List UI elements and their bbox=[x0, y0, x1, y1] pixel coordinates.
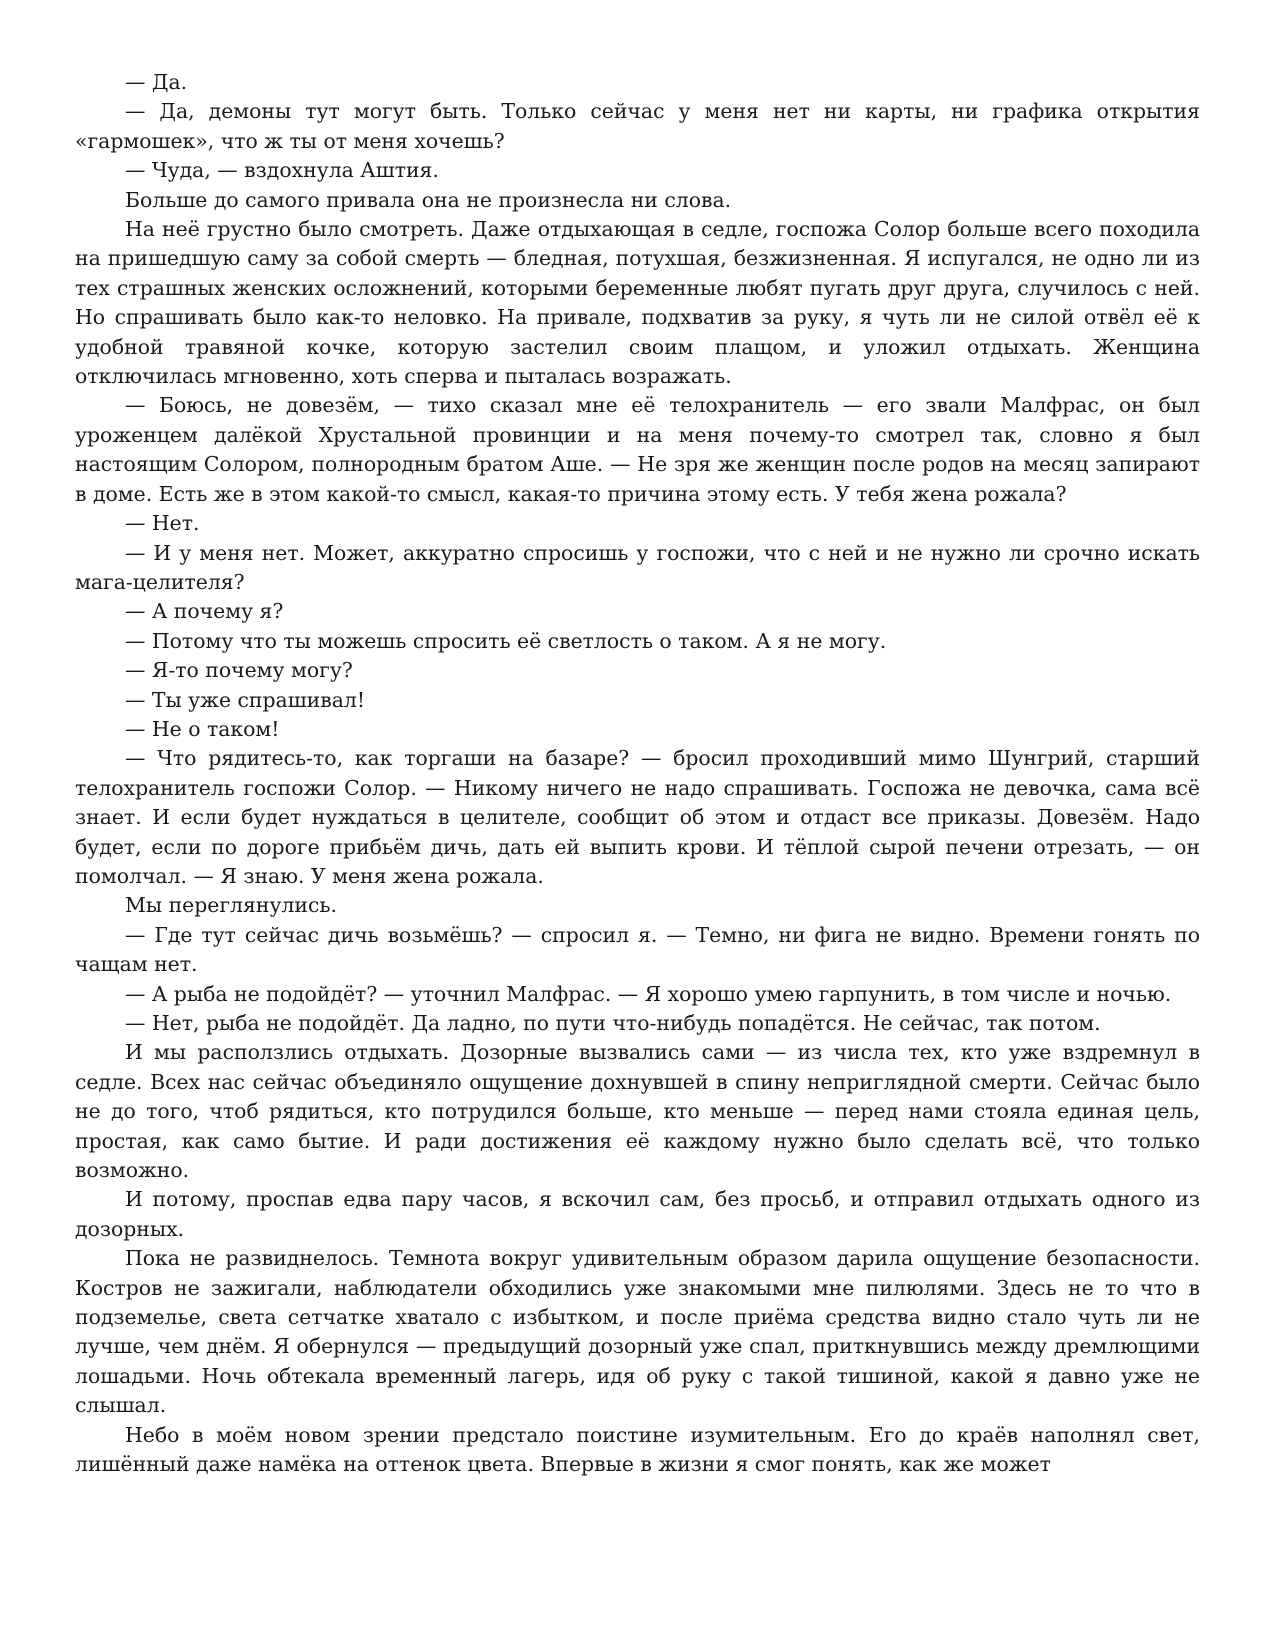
paragraph: — Боюсь, не довезём, — тихо сказал мне её телохранитель — его звали Малфрас, он был уроженцем далёкой Хрустальной провинции и на меня почему-то смотрел так, словно я был настоящим Солором, полнородным братом Аше. — Не зря же женщин после родов на месяц запирают в доме. Есть же в этом какой-то смысл, какая-то причина этому есть. У тебя жена рожала? bbox=[75, 393, 1200, 506]
paragraph: — А почему я? bbox=[125, 599, 284, 624]
document-page bbox=[75, 68, 1200, 1480]
paragraph: Больше до самого привала она не произнесла ни слова. bbox=[125, 187, 732, 212]
paragraph: — Нет. bbox=[125, 511, 200, 536]
paragraph: — Не о таком! bbox=[125, 716, 280, 741]
paragraph: Мы переглянулись. bbox=[125, 893, 338, 918]
paragraph: На неё грустно было смотреть. Даже отдыхающая в седле, госпожа Солор больше всего походила на пришедшую саму за собой смерть — бледная, потухшая, безжизненная. Я испугался, не одно ли из тех страшных женских осложнений, которыми беременные любят пугать друг друга, случилось с ней. Но спрашивать было как-то неловко. На привале, подхватив за руку, я чуть ли не силой отвёл её к удобной травяной кочке, которую застелил своим плащом, и уложил отдыхать. Женщина отключилась мгновенно, хоть сперва и пыталась возражать. bbox=[75, 217, 1200, 389]
paragraph: — Где тут сейчас дичь возьмёшь? — спросил я. — Темно, ни фига не видно. Времени гонять по чащам нет. bbox=[75, 922, 1200, 977]
paragraph: — Что рядитесь-то, как торгаши на базаре? — бросил проходивший мимо Шунгрий, старший телохранитель госпожи Солор. — Никому ничего не надо спрашивать. Госпожа не девочка, сама всё знает. И если будет нуждаться в целителе, сообщит об этом и отдаст все приказы. Довезём. Надо будет, если по дороге прибьём дичь, дать ей выпить крови. И тёплой сырой печени отрезать, — он помолчал. — Я знаю. У меня жена рожала. bbox=[75, 746, 1200, 888]
paragraph: — Ты уже спрашивал! bbox=[125, 687, 366, 712]
paragraph: — Потому что ты можешь спросить её светлость о таком. А я не могу. bbox=[125, 628, 887, 653]
paragraph: И мы расползлись отдыхать. Дозорные вызвались сами — из числа тех, кто уже вздремнул в седле. Всех нас сейчас объединяло ощущение дохнувшей в спину неприглядной смерти. Сейчас было не до того, чтоб рядиться, кто потрудился больше, кто меньше — перед нами стояла единая цель, простая, как само бытие. И ради достижения её каждому нужно было сделать всё, что только возможно. bbox=[75, 1040, 1200, 1183]
paragraph: — Да, демоны тут могут быть. Только сейчас у меня нет ни карты, ни графика открытия «гармошек», что ж ты от меня хочешь? bbox=[75, 99, 1200, 153]
paragraph: И потому, проспав едва пару часов, я вскочил сам, без просьб, и отправил отдыхать одного из дозорных. bbox=[75, 1187, 1200, 1241]
paragraph: — Чуда, — вздохнула Аштия. bbox=[125, 158, 439, 183]
paragraph: — А рыба не подойдёт? — уточнил Малфрас. — Я хорошо умею гарпунить, в том числе и ночью. bbox=[125, 981, 1172, 1006]
paragraph: Пока не развиднелось. Темнота вокруг удивительным образом дарила ощущение безопасности. Костров не зажигали, наблюдатели обходились уже знакомыми мне пилюлями. Здесь не то что в подземелье, света сетчатке хватало с избытком, и после приёма средства видно стало чуть ли не лучше, чем днём. Я обернулся — предыдущий дозорный уже спал, приткнувшись между дремлющими лошадьми. Ночь обтекала временный лагерь, идя об руку с такой тишиной, какой я давно уже не слышал. bbox=[75, 1246, 1200, 1418]
paragraph: — Да. bbox=[125, 70, 188, 94]
paragraph: — Нет, рыба не подойдёт. Да ладно, по пути что-нибудь попадётся. Не сейчас, так потом. bbox=[125, 1011, 1101, 1035]
paragraph: Небо в моём новом зрении предстало поистине изумительным. Его до краёв наполнял свет, лишённый даже намёка на оттенок цвета. Впервые в жизни я смог понять, как же может bbox=[75, 1422, 1200, 1477]
paragraph: — И у меня нет. Может, аккуратно спросишь у госпожи, что с ней и не нужно ли срочно искать мага-целителя? bbox=[75, 540, 1200, 594]
paragraph: — Я-то почему могу? bbox=[125, 658, 353, 683]
